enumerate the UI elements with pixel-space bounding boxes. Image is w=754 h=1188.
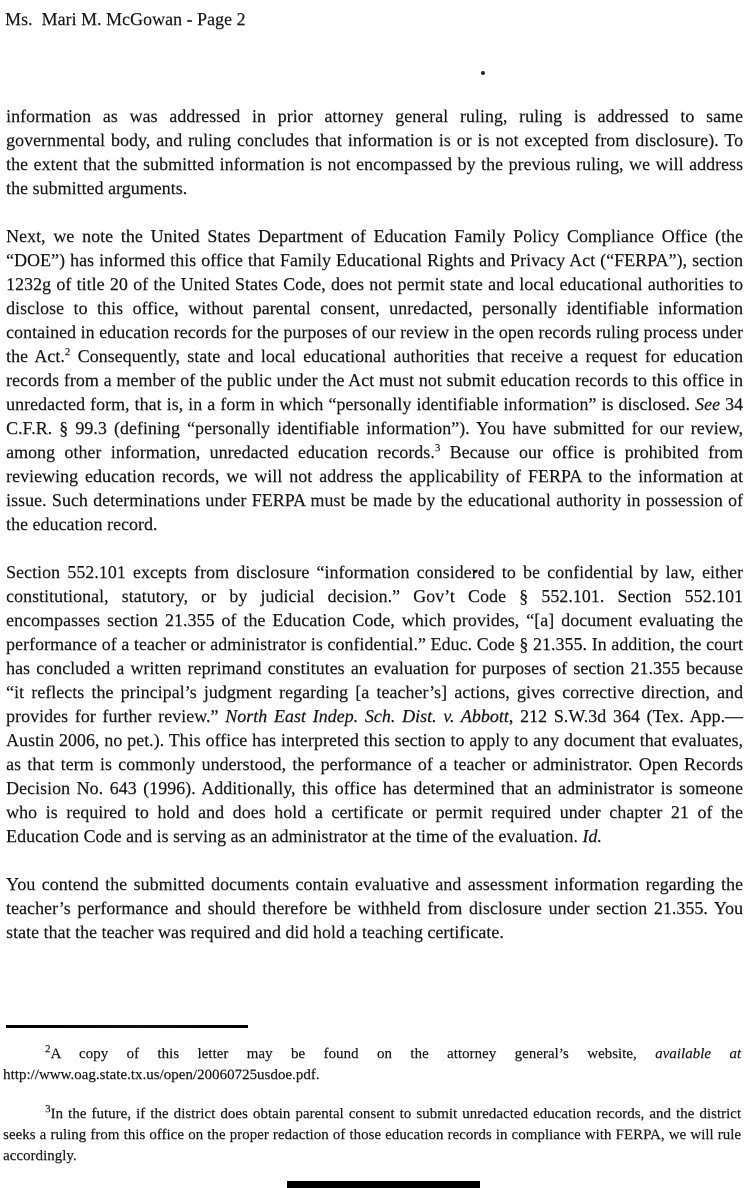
footnote-3: $^3$In the future, if the district does obtain parental consent to submit unredacted education records, and the district seeks a ruling from this office on the proper redaction of those education records in compliance with FERPA, we will rule accordingly. [3, 1103, 741, 1164]
paragraph-section-552-101: Section 552.101 excepts from disclosure “information considered to be confidential by law, either constitutional, statutory, or by judicial decision.” Gov’t Code § 552.101. Section 552.101 encompasses section 21.355 of the Education Code, which provides, “[a] document evaluating the performance of a teacher or administrator is confidential.” Educ. Code § 21.355. In addition, the court has concluded a written reprimand constitutes an evaluation for purposes of section 21.355 because “it reflects the principal’s judgment regarding [a teacher’s] actions, gives corrective direction, and provides for further review.” North East Indep. Sch. Dist. v. Abbott, 212 S.W.3d 364 (Tex. App.—Austin 2006, no pet.). This office has interpreted this section to apply to any document that evaluates, as that term is commonly understood, the performance of a teacher or administrator. Open Records Decision No. 643 (1996). Additionally, this office has determined that an administrator is someone who is required to hold and does hold a certificate or permit required under chapter 21 of the Education Code and is serving as an administrator at the time of the evaluation. Id. [6, 562, 743, 846]
footnotes-section [3, 1044, 741, 1167]
page-header: Ms. Mari M. McGowan - Page 2 [5, 9, 246, 29]
paragraph-intro-ruling: information as was addressed in prior attorney general ruling, ruling is addressed to same governmental body, and ruling concludes that information is or is not excepted from disclosure). To the extent that the submitted information is not encompassed by the previous ruling, we will address the submitted arguments. [6, 106, 743, 198]
footnote-separator [6, 1025, 248, 1028]
paragraph-ferpa-doe: Next, we note the United States Department of Education Family Policy Compliance Office (the “DOE”) has informed this office that Family Educational Rights and Privacy Act (“FERPA”), section 1232g of title 20 of the United States Code, does not permit state and local educational authorities to disclose to this office, without parental consent, unredacted, personally identifiable information contained in education records for the purposes of our review in the open records ruling process under the Act.$^2$ Consequently, state and local educational authorities that receive a request for education records from a member of the public under the Act must not submit education records to this office in unredacted form, that is, in a form in which “personally identifiable information” is disclosed. See 34 C.F.R. § 99.3 (defining “personally identifiable information”). You have submitted for our review, among other information, unredacted education records.$^3$ Because our office is prohibited from reviewing education records, we will not address the applicability of FERPA to the information at issue. Such determinations under FERPA must be made by the educational authority in possession of the education record. [6, 226, 743, 534]
letter-body [6, 104, 743, 944]
scan-artifact-bar [287, 1181, 480, 1188]
paragraph-contention: You contend the submitted documents contain evaluative and assessment information regarding the teacher’s performance and should therefore be withheld from disclosure under section 21.355. You state that the teacher was required and did hold a teaching certificate. [6, 874, 743, 942]
scan-artifact-dot [481, 71, 485, 75]
footnote-2: $^2$A copy of this letter may be found on the attorney general’s website, available at http://www.oag.state.tx.us/open/20060725usdoe.pdf. [3, 1043, 741, 1083]
